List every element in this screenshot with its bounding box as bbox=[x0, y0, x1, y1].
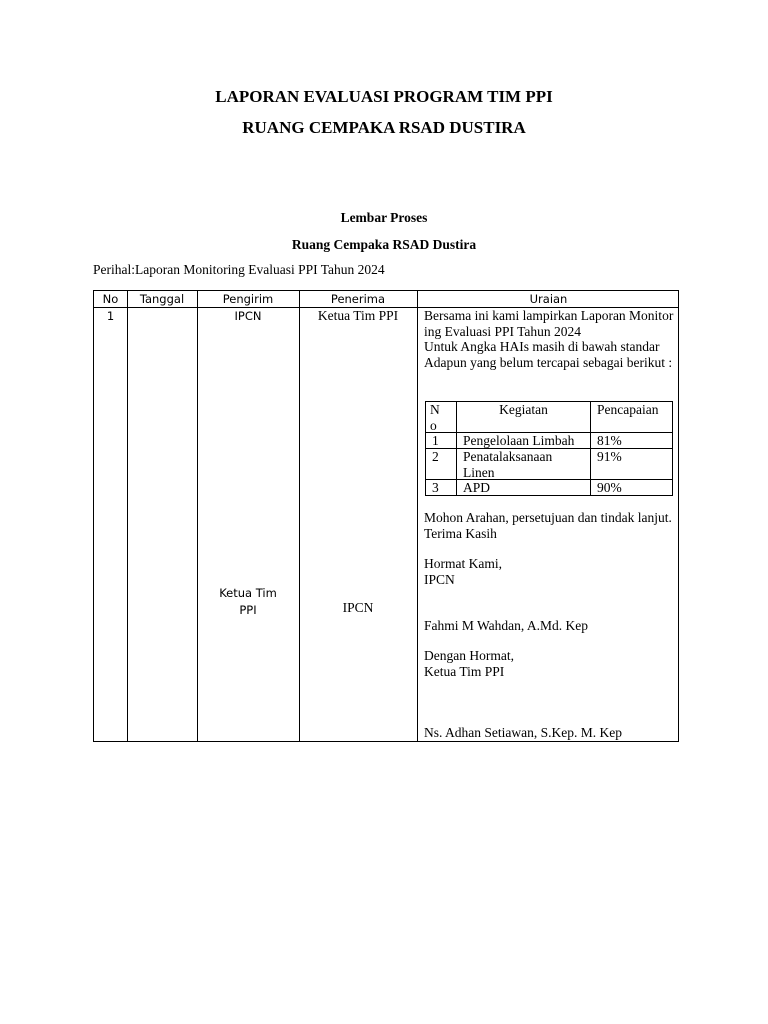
row-pengirim: IPCN bbox=[234, 309, 262, 323]
inner-row-kegiatan: Pengelolaan Limbah bbox=[463, 433, 575, 448]
header-penerima: Penerima bbox=[330, 292, 386, 306]
header-no: No bbox=[102, 292, 119, 306]
reply-pengirim-line2: PPI bbox=[239, 603, 257, 617]
perihal-value: Laporan Monitoring Evaluasi PPI Tahun 2024 bbox=[135, 262, 385, 277]
inner-row-pencapaian: 90% bbox=[597, 480, 622, 495]
inner-header-kegiatan: Kegiatan bbox=[499, 402, 548, 417]
row-no: 1 bbox=[106, 309, 115, 323]
signature-ipcn bbox=[424, 556, 674, 588]
perihal-line bbox=[93, 262, 385, 278]
signature-ketua bbox=[424, 648, 674, 680]
inner-row-no: 2 bbox=[432, 449, 439, 464]
column-divider bbox=[299, 291, 300, 741]
signature-ipcn-name: Fahmi M Wahdan, A.Md. Kep bbox=[424, 618, 589, 633]
inner-row-no: 3 bbox=[432, 480, 439, 495]
document-title-line1: LAPORAN EVALUASI PROGRAM TIM PPI bbox=[215, 87, 553, 106]
achievement-table bbox=[425, 401, 673, 496]
uraian-paragraph: Untuk Angka HAIs masih di bawah standar bbox=[424, 339, 660, 354]
row-penerima: Ketua Tim PPI bbox=[317, 308, 399, 323]
header-pengirim: Pengirim bbox=[222, 292, 274, 306]
reply-penerima: IPCN bbox=[342, 600, 374, 615]
uraian-paragraph: Adapun yang belum tercapai sebagai berikut : bbox=[424, 354, 673, 370]
column-divider bbox=[417, 291, 418, 741]
inner-header-pencapaian: Pencapaian bbox=[597, 402, 659, 417]
signature-greeting: Dengan Hormat, bbox=[424, 648, 514, 663]
inner-row-pencapaian: 81% bbox=[597, 433, 622, 448]
inner-row-kegiatan: APD bbox=[463, 480, 491, 495]
uraian-paragraph: Bersama ini kami lampirkan Laporan Monitoring Evaluasi PPI Tahun 2024 bbox=[424, 308, 674, 339]
document-title-line2: RUANG CEMPAKA RSAD DUSTIRA bbox=[242, 118, 526, 137]
uraian-text bbox=[424, 308, 674, 370]
reply-pengirim bbox=[197, 585, 299, 619]
signature-greeting: Hormat Kami, bbox=[424, 556, 502, 571]
inner-row-kegiatan: Penatalaksanaan Linen bbox=[463, 449, 553, 480]
header-uraian: Uraian bbox=[529, 292, 568, 306]
process-table bbox=[93, 290, 679, 742]
signature-role: IPCN bbox=[424, 572, 455, 587]
sheet-subtitle: Ruang Cempaka RSAD Dustira bbox=[291, 237, 477, 252]
inner-row-no: 1 bbox=[432, 433, 439, 448]
inner-row-pencapaian: 91% bbox=[597, 449, 622, 464]
signature-role: Ketua Tim PPI bbox=[424, 664, 505, 679]
column-divider bbox=[127, 291, 128, 741]
column-divider bbox=[197, 291, 198, 741]
closing-text bbox=[424, 510, 674, 542]
inner-header-no: No bbox=[430, 402, 440, 433]
signature-ketua-name: Ns. Adhan Setiawan, S.Kep. M. Kep bbox=[424, 725, 622, 740]
reply-pengirim-line1: Ketua Tim bbox=[219, 586, 277, 600]
header-tanggal: Tanggal bbox=[139, 292, 185, 306]
closing-paragraph: Mohon Arahan, persetujuan dan tindak lanjut. Terima Kasih bbox=[424, 510, 672, 541]
perihal-label: Perihal: bbox=[93, 262, 135, 277]
sheet-title: Lembar Proses bbox=[340, 210, 428, 225]
